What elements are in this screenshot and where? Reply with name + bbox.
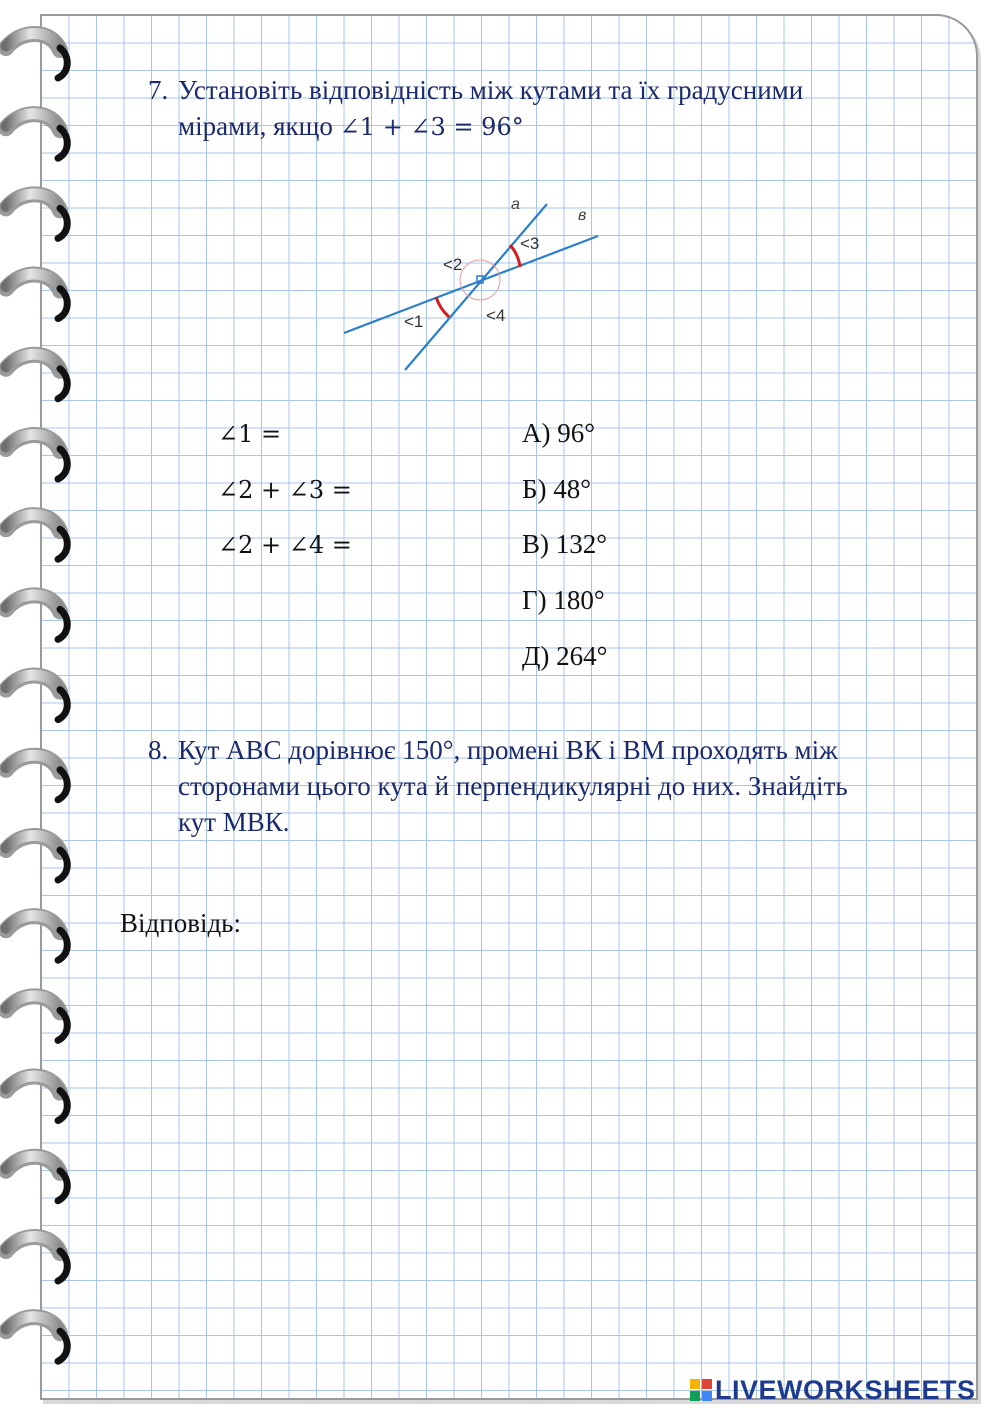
- spiral-ring: [6, 996, 67, 1041]
- option-c: В) 132°: [522, 529, 608, 559]
- question-7-line2-text: мірами, якщо: [178, 111, 340, 141]
- spiral-ring: [6, 274, 67, 319]
- angle-1-arc: [436, 297, 449, 317]
- expression-3: ∠2 + ∠4 =: [218, 531, 352, 559]
- liveworksheets-icon: [690, 1379, 712, 1401]
- spiral-ring: [6, 916, 67, 961]
- spiral-ring: [6, 755, 67, 800]
- expression-1: ∠1 =: [218, 420, 282, 448]
- line-b: [344, 236, 598, 333]
- option-b: Б) 48°: [522, 474, 592, 504]
- spiral-ring: [6, 1317, 67, 1362]
- spiral-ring: [6, 354, 67, 399]
- angle-3-arc: [510, 245, 520, 267]
- question-8-line3: кут МВК.: [178, 807, 290, 837]
- spiral-ring: [6, 194, 67, 239]
- spiral-ring: [6, 595, 67, 640]
- spiral-ring: [6, 434, 67, 479]
- spiral-ring: [6, 675, 67, 720]
- question-7-line1: Установіть відповідність між кутами та їх градусними: [178, 75, 804, 105]
- spiral-ring: [6, 114, 67, 159]
- angle-4-label: <4: [486, 306, 506, 325]
- line-a-label: a: [511, 196, 520, 213]
- angles-figure: [330, 190, 620, 380]
- liveworksheets-logo: [690, 1372, 976, 1408]
- question-8-line2: сторонами цього кута й перпендикулярні до них. Знайдіть: [178, 771, 848, 801]
- spiral-ring: [6, 515, 67, 560]
- spiral-ring: [6, 1156, 67, 1201]
- question-8-number: 8.: [148, 735, 169, 765]
- spiral-ring: [6, 1236, 67, 1281]
- angle-2-label: <2: [443, 255, 463, 274]
- line-a: [405, 204, 547, 370]
- option-e: Д) 264°: [522, 641, 608, 671]
- spiral-ring: [6, 33, 67, 78]
- question-7-number: 7.: [148, 75, 169, 105]
- answer-label: Відповідь:: [120, 908, 241, 938]
- option-a: А) 96°: [522, 418, 596, 448]
- spiral-ring: [6, 1076, 67, 1121]
- liveworksheets-wordmark: LIVEWORKSHEETS: [715, 1374, 976, 1405]
- angle-3-label: <3: [520, 234, 540, 253]
- line-b-label: в: [578, 207, 587, 224]
- angle-1-label: <1: [404, 312, 424, 331]
- expression-2: ∠2 + ∠3 =: [218, 476, 352, 504]
- spiral-binding: [0, 0, 90, 1414]
- question-8-line1: Кут АВС дорівнює 150°, промені ВК і ВМ проходять між: [178, 735, 838, 765]
- question-7-condition: ∠1 + ∠3 = 96°: [339, 113, 524, 141]
- option-d: Г) 180°: [522, 585, 605, 615]
- spiral-ring: [6, 835, 67, 880]
